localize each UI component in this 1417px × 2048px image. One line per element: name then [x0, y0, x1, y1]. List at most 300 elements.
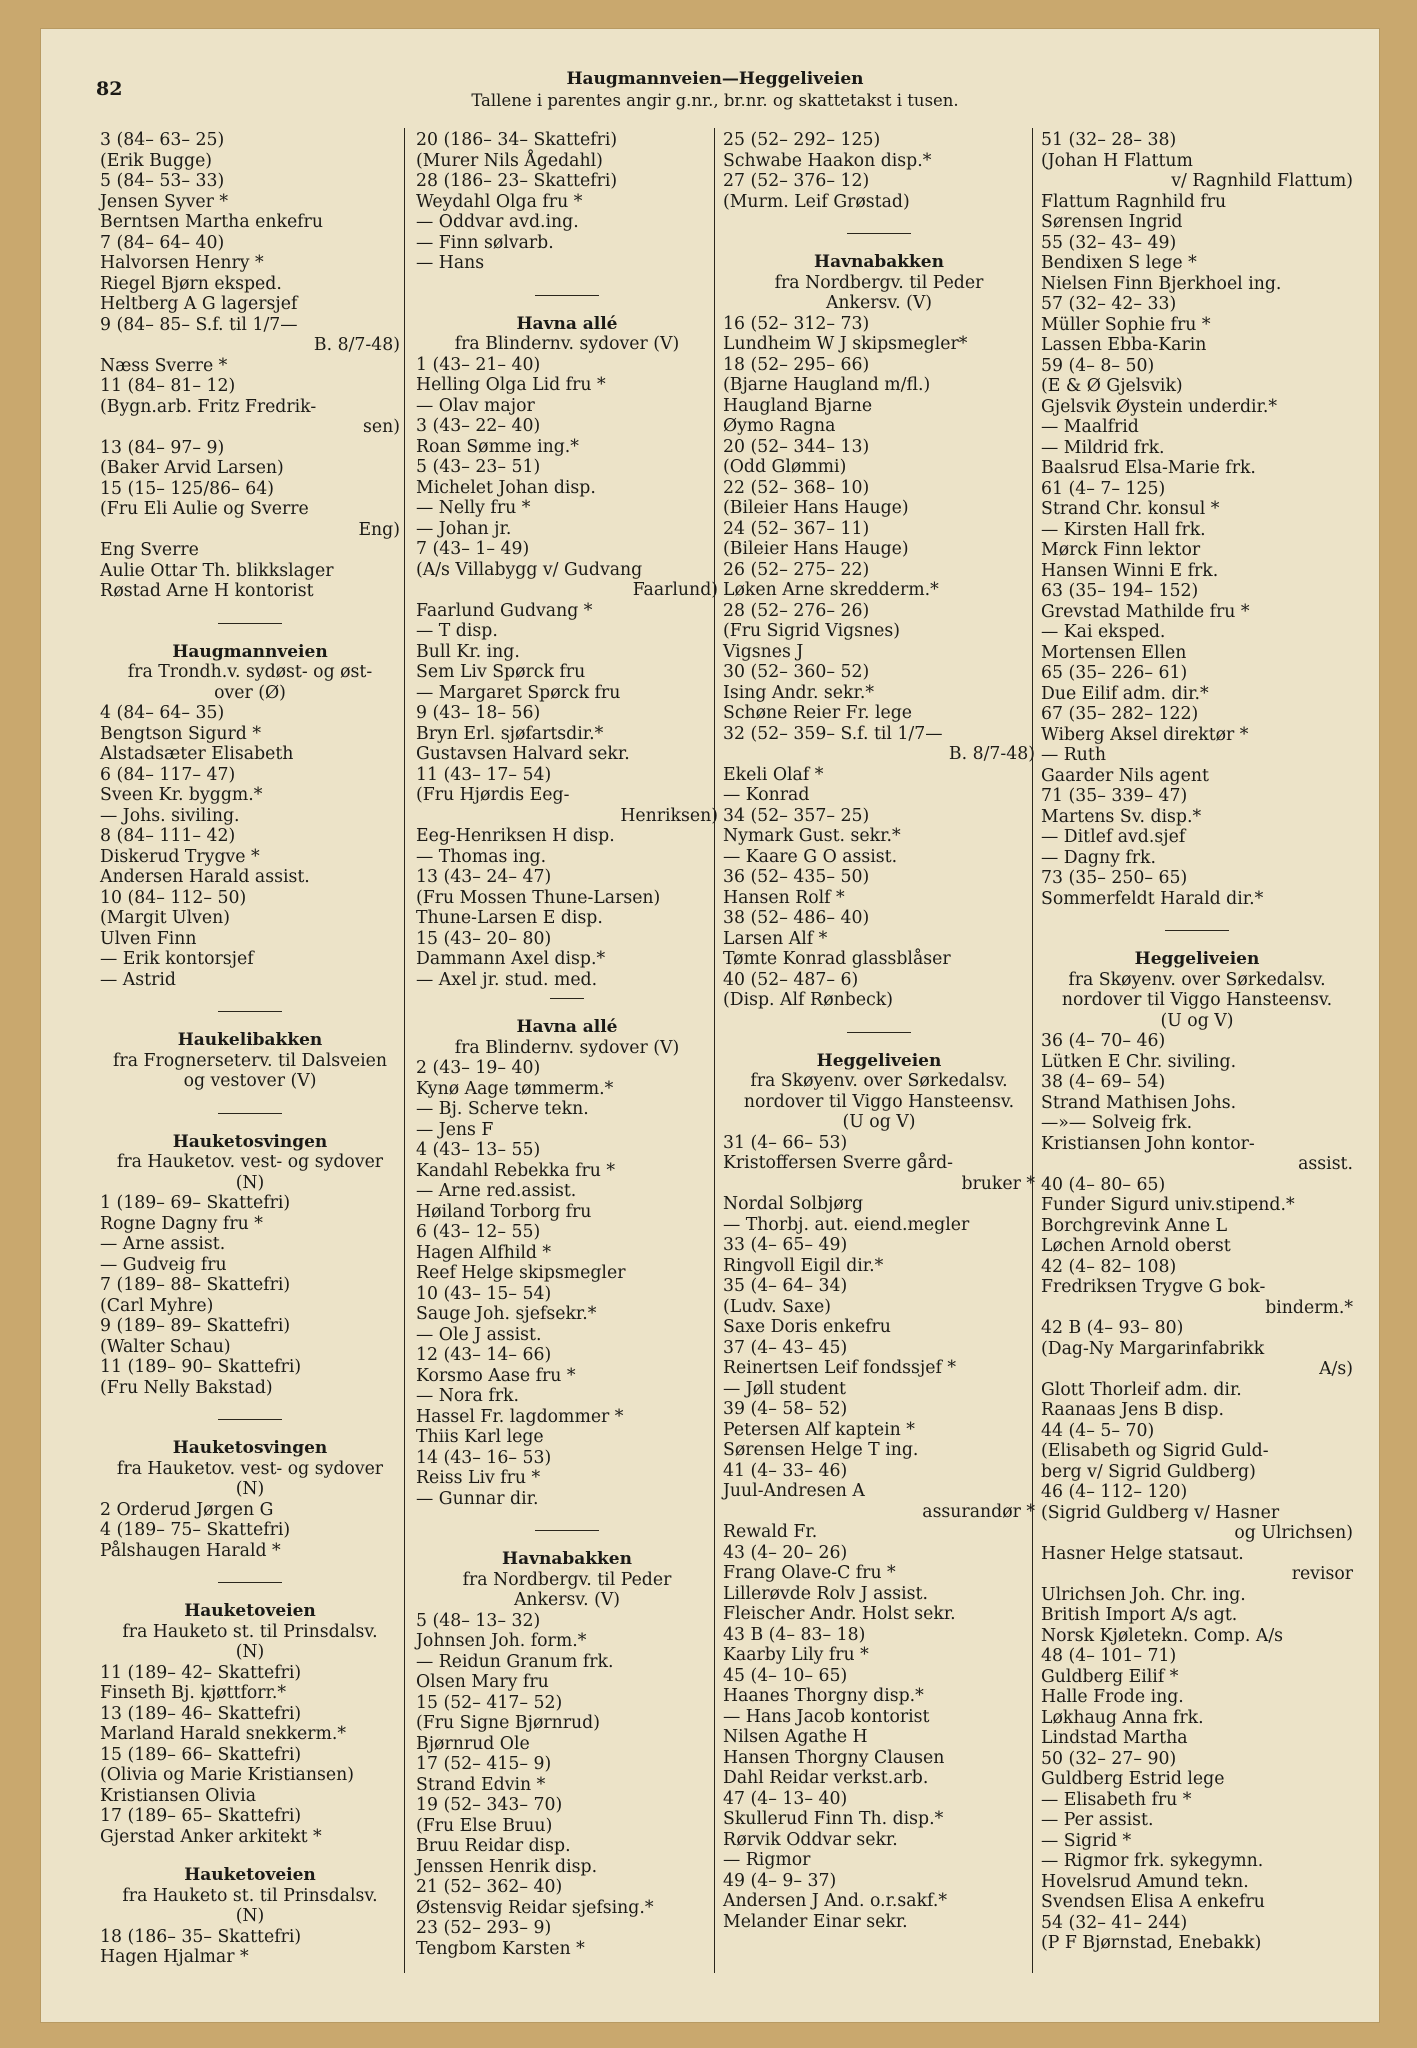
directory-line: Schøne Reier Fr. lege [723, 703, 913, 723]
header-subtitle: Tallene i parentes angir g.nr., br.nr. og skattetakst i tusen. [471, 91, 959, 110]
directory-line: Sauge Joh. sjefsekr.* [416, 1304, 597, 1324]
directory-line: — Rigmor frk. sykegymn. [1041, 1851, 1264, 1871]
directory-line: (Baker Arvid Larsen) [100, 458, 284, 478]
directory-line: Mørck Finn lektor [1041, 540, 1201, 560]
directory-line: — Arne red.assist. [416, 1181, 577, 1201]
directory-line: assist. [1298, 1154, 1353, 1174]
directory-line: v/ Ragnhild Flattum) [1171, 171, 1353, 191]
directory-line: Ulrichsen Joh. Chr. ing. [1041, 1584, 1246, 1605]
directory-line: Gaarder Nils agent [1041, 765, 1209, 786]
street-description: Ankersv. (V) [513, 1590, 621, 1610]
directory-line: 4 (84– 64– 35) [100, 703, 225, 723]
street-description: fra Frognerseterv. til Dalsveien [113, 1050, 387, 1071]
directory-line: 25 (52– 292– 125) [723, 130, 881, 150]
directory-line: 36 (52– 435– 50) [723, 867, 870, 887]
directory-line: 10 (84– 112– 50) [100, 887, 247, 908]
directory-line: Bengtson Sigurd * [100, 723, 261, 744]
directory-line: Nilsen Agathe H [723, 1727, 868, 1747]
street-heading: Hauketosvingen [172, 1131, 328, 1152]
directory-line: Lundheim W J skipsmegler* [723, 334, 968, 354]
directory-line: Olsen Mary fru [416, 1672, 549, 1692]
directory-line: Finseth Bj. kjøttforr.* [100, 1683, 287, 1703]
street-description: (U og V) [842, 1112, 916, 1132]
column-1 [100, 130, 400, 1968]
directory-line: 1 (43– 21– 40) [416, 354, 541, 375]
directory-line: — Margaret Spørck fru [416, 682, 621, 703]
directory-line: Heltberg A G lagersjef [100, 294, 298, 314]
directory-line: Kristoffersen Sverre gård- [723, 1153, 953, 1173]
street-description: fra Nordbergv. til Peder [774, 272, 984, 293]
directory-line: Kristiansen Olivia [100, 1785, 257, 1806]
directory-line: 46 (4– 112– 120) [1041, 1482, 1188, 1502]
directory-line: British Import A/s agt. [1041, 1605, 1238, 1625]
directory-line: 20 (186– 34– Skattefri) [416, 130, 618, 150]
directory-line: 28 (52– 276– 26) [723, 600, 870, 621]
directory-line: Lindstad Martha [1041, 1728, 1188, 1748]
directory-line: Thiis Karl lege [416, 1427, 544, 1447]
directory-line: 38 (4– 69– 54) [1041, 1072, 1166, 1092]
directory-line: Reef Helge skipsmegler [416, 1263, 626, 1283]
directory-line: Alstadsæter Elisabeth [100, 744, 294, 764]
column-3 [723, 130, 1035, 1932]
street-description: fra Skøyenv. over Sørkedalsv. [750, 1071, 1008, 1091]
directory-line: A/s) [1319, 1359, 1353, 1379]
directory-line: Sem Liv Spørck fru [416, 662, 586, 682]
directory-line: Eeg-Henriksen H disp. [416, 826, 615, 846]
directory-line: (Bygn.arb. Fritz Fredrik- [100, 396, 317, 417]
directory-line: 61 (4– 7– 125) [1041, 478, 1166, 499]
directory-line: Raanaas Jens B disp. [1041, 1400, 1224, 1420]
directory-line: — Elisabeth fru * [1041, 1789, 1192, 1810]
directory-line: Aulie Ottar Th. blikkslager [100, 560, 334, 581]
directory-line: 48 (4– 101– 71) [1041, 1646, 1177, 1666]
directory-line: 3 (84– 63– 25) [100, 130, 225, 150]
directory-line: 18 (52– 295– 66) [723, 354, 870, 375]
directory-line: — T disp. [416, 621, 498, 641]
directory-line: 9 (84– 85– S.f. til 1/7— [100, 314, 298, 335]
directory-line: Bendixen S lege * [1041, 253, 1197, 273]
directory-line: Næss Sverre * [100, 355, 228, 376]
directory-line: og Ulrichsen) [1234, 1523, 1353, 1543]
directory-line: (Murm. Leif Grøstad) [723, 191, 910, 212]
directory-line: 32 (52– 359– S.f. til 1/7— [723, 723, 943, 744]
directory-line: Ising Andr. sekr.* [723, 682, 874, 703]
street-description: nordover til Viggo Hansteensv. [1061, 990, 1333, 1010]
section-divider [1165, 930, 1229, 931]
directory-line: 13 (43– 24– 47) [416, 867, 552, 887]
directory-line: (Fru Sigrid Vigsnes) [723, 621, 900, 641]
directory-line: 22 (52– 368– 10) [723, 477, 870, 498]
directory-line: Løkhaug Anna frk. [1041, 1707, 1204, 1728]
directory-line: (Odd Glømmi) [723, 457, 847, 477]
directory-line: Vigsnes J [723, 641, 804, 662]
directory-line: (E & Ø Gjelsvik) [1041, 376, 1183, 396]
directory-line: Faarlund) [632, 580, 718, 600]
street-description: fra Skøyenv. over Sørkedalsv. [1068, 969, 1326, 990]
directory-line: — Maalfrid [1041, 417, 1139, 437]
directory-line: 11 (84– 81– 12) [100, 376, 236, 396]
street-heading: Havna allé [516, 313, 618, 334]
street-description: (N) [235, 1479, 265, 1499]
directory-line: Sveen Kr. byggm.* [100, 785, 263, 805]
directory-line: revisor [1291, 1564, 1353, 1584]
directory-line: Høiland Torborg fru [416, 1201, 592, 1222]
directory-line: 7 (189– 88– Skattefri) [100, 1275, 291, 1295]
directory-line: 34 (52– 357– 25) [723, 805, 870, 826]
directory-line: Sommerfeldt Harald dir.* [1041, 888, 1264, 909]
directory-line: 11 (189– 90– Skattefri) [100, 1357, 302, 1377]
street-description: (U og V) [1160, 1010, 1234, 1031]
directory-line: Dammann Axel disp.* [416, 949, 606, 969]
section-divider [847, 233, 911, 234]
directory-line: 23 (52– 293– 9) [416, 1918, 552, 1938]
directory-line: 26 (52– 275– 22) [723, 559, 870, 580]
directory-line: 1 (189– 69– Skattefri) [100, 1193, 291, 1213]
directory-line: (Dag-Ny Margarinfabrikk [1041, 1338, 1265, 1359]
directory-line: — Oddvar avd.ing. [416, 212, 579, 232]
street-description: Ankersv. (V) [825, 293, 933, 313]
directory-line: Eng) [358, 519, 400, 540]
directory-line: 2 (43– 19– 40) [416, 1058, 541, 1078]
directory-line: Korsmo Aase fru * [416, 1365, 576, 1386]
directory-line: — Nelly fru * [416, 498, 531, 518]
directory-line: —»— Solveig frk. [1041, 1113, 1193, 1133]
directory-line: 44 (4– 5– 70) [1041, 1420, 1155, 1441]
directory-line: Kaarby Lily fru * [723, 1645, 869, 1665]
directory-line: Bryn Erl. sjøfartsdir.* [416, 723, 604, 744]
directory-line: Melander Einar sekr. [723, 1911, 908, 1932]
directory-line: 13 (84– 97– 9) [100, 437, 225, 458]
directory-line: 4 (189– 75– Skattefri) [100, 1520, 291, 1540]
directory-line: Røstad Arne H kontorist [100, 581, 314, 601]
directory-line: 30 (52– 360– 52) [723, 662, 870, 682]
directory-line: — Rigmor [723, 1850, 811, 1870]
directory-line: Hassel Fr. lagdommer * [416, 1406, 624, 1427]
directory-line: Strand Mathisen Johs. [1041, 1092, 1237, 1113]
directory-line: Lassen Ebba-Karin [1041, 335, 1207, 355]
directory-line: Nymark Gust. sekr.* [723, 826, 901, 846]
section-divider [847, 1032, 911, 1033]
directory-line: 9 (43– 18– 56) [416, 703, 541, 723]
directory-line: Weydahl Olga fru * [416, 191, 583, 212]
directory-line: Tømte Konrad glassblåser [723, 949, 951, 969]
directory-line: Lütken E Chr. siviling. [1041, 1051, 1237, 1072]
column-4 [1041, 130, 1353, 1954]
directory-line: Reinertsen Leif fondssjef * [723, 1358, 957, 1378]
directory-line: 7 (84– 64– 40) [100, 232, 225, 253]
section-divider [218, 1419, 282, 1420]
street-description: og vestover (V) [183, 1071, 317, 1091]
directory-line: 11 (43– 17– 54) [416, 764, 552, 785]
directory-line: (Fru Hjørdis Eeg- [416, 785, 570, 805]
directory-line: Hasner Helge statsaut. [1041, 1543, 1244, 1564]
directory-line: Halvorsen Henry * [100, 253, 264, 273]
directory-line: — Hans [416, 253, 485, 273]
directory-line: 13 (189– 46– Skattefri) [100, 1703, 302, 1724]
street-description: (N) [235, 1906, 265, 1926]
directory-line: Guldberg Eilif * [1041, 1666, 1179, 1687]
section-divider [218, 1113, 282, 1114]
directory-line: 33 (4– 65– 49) [723, 1235, 848, 1255]
directory-line: (Bileier Hans Hauge) [723, 539, 909, 559]
directory-line: 71 (35– 339– 47) [1041, 786, 1188, 806]
directory-line: 8 (84– 111– 42) [100, 826, 236, 846]
street-description: (N) [235, 1642, 265, 1662]
directory-line: Glott Thorleif adm. dir. [1041, 1379, 1242, 1400]
directory-line: Hansen Thorgny Clausen [723, 1747, 945, 1768]
directory-line: 65 (35– 226– 61) [1041, 663, 1188, 683]
directory-line: 19 (52– 343– 70) [416, 1795, 563, 1815]
directory-line: — Ditlef avd.sjef [1041, 827, 1186, 847]
directory-line: 27 (52– 376– 12) [723, 171, 870, 191]
directory-line: (Fru Else Bruu) [416, 1815, 553, 1836]
directory-line: Skullerud Finn Th. disp.* [723, 1809, 944, 1829]
directory-line: — Kaare G O assist. [723, 846, 898, 867]
directory-line: (Elisabeth og Sigrid Guld- [1041, 1441, 1269, 1461]
directory-line: Tengbom Karsten * [416, 1938, 585, 1959]
directory-line: Johnsen Joh. form.* [416, 1631, 587, 1651]
directory-line: 67 (35– 282– 122) [1041, 704, 1199, 724]
directory-line: 28 (186– 23– Skattefri) [416, 171, 618, 191]
street-description: (N) [235, 1172, 265, 1193]
directory-line: 40 (52– 487– 6) [723, 969, 859, 990]
directory-line: Henriksen) [620, 805, 718, 826]
directory-line: — Johan jr. [416, 518, 512, 539]
directory-line: 4 (43– 13– 55) [416, 1140, 541, 1160]
directory-line: Strand Chr. konsul * [1041, 499, 1220, 519]
directory-line: (P F Bjørnstad, Enebakk) [1041, 1933, 1262, 1953]
directory-line: berg v/ Sigrid Guldberg) [1041, 1461, 1256, 1482]
directory-line: Hagen Hjalmar * [100, 1947, 249, 1967]
directory-line: 21 (52– 362– 40) [416, 1877, 563, 1897]
directory-line: Funder Sigurd univ.stipend.* [1041, 1195, 1295, 1215]
section-divider [218, 1011, 282, 1012]
directory-line: Ulven Finn [100, 928, 197, 949]
street-description: fra Hauketo st. til Prinsdalsv. [122, 1621, 378, 1642]
directory-line: — Erik kontorsjef [100, 949, 254, 969]
header-title: Haugmannveien—Heggeliveien [566, 69, 864, 89]
directory-line: (Fru Eli Aulie og Sverre [100, 499, 309, 519]
directory-line: 57 (32– 42– 33) [1041, 294, 1177, 314]
directory-line: Jensen Syver * [100, 191, 228, 212]
directory-line: 59 (4– 8– 50) [1041, 355, 1155, 376]
directory-line: Rewald Fr. [723, 1522, 818, 1542]
street-description: nordover til Viggo Hansteensv. [743, 1091, 1015, 1112]
directory-line: Haugland Bjarne [723, 395, 873, 416]
street-heading: Hauketoveien [184, 1601, 316, 1621]
directory-line: (Olivia og Marie Kristiansen) [100, 1765, 354, 1785]
directory-line: Frang Olave-C fru * [723, 1563, 896, 1583]
directory-line: — Reidun Granum frk. [416, 1651, 614, 1672]
directory-line: binderm.* [1265, 1297, 1353, 1318]
directory-line: 5 (43– 23– 51) [416, 457, 541, 477]
directory-line: Grevstad Mathilde fru * [1041, 601, 1250, 622]
directory-line: Fredriksen Trygve G bok- [1041, 1277, 1266, 1297]
directory-line: 6 (43– 12– 55) [416, 1222, 541, 1242]
directory-line: — Sigrid * [1041, 1830, 1132, 1851]
directory-line: 6 (84– 117– 47) [100, 764, 236, 785]
directory-line: 43 B (4– 83– 18) [723, 1624, 866, 1645]
directory-line: — Kirsten Hall frk. [1041, 519, 1206, 540]
directory-line: Schwabe Haakon disp.* [723, 150, 932, 171]
directory-line: Lillerøvde Rolv J assist. [723, 1583, 928, 1604]
directory-line: Marland Harald snekkerm.* [100, 1724, 346, 1744]
directory-line: Due Eilif adm. dir.* [1041, 683, 1209, 704]
directory-line: 42 B (4– 93– 80) [1041, 1318, 1184, 1338]
directory-line: 50 (32– 27– 90) [1041, 1748, 1177, 1769]
page-number: 82 [96, 78, 123, 100]
directory-line: sen) [363, 417, 400, 437]
directory-line: — Arne assist. [100, 1234, 226, 1254]
street-heading: Haugmannveien [172, 641, 328, 662]
directory-line: Juul-Andresen A [723, 1481, 865, 1501]
directory-line: (Disp. Alf Rønbeck) [723, 990, 893, 1010]
directory-line: — Nora frk. [416, 1386, 519, 1406]
street-description: fra Nordbergv. til Peder [462, 1569, 672, 1590]
directory-line: — Bj. Scherve tekn. [416, 1099, 589, 1119]
directory-line: Haanes Thorgny disp.* [723, 1686, 924, 1706]
directory-line: Kristiansen John kontor- [1041, 1133, 1255, 1154]
directory-line: Rørvik Oddvar sekr. [723, 1829, 898, 1850]
directory-line: Andersen Harald assist. [100, 867, 310, 887]
directory-line: — Finn sølvarb. [416, 232, 554, 253]
directory-line: 36 (4– 70– 46) [1041, 1031, 1166, 1051]
directory-line: 42 (4– 82– 108) [1041, 1256, 1177, 1277]
directory-line: 24 (52– 367– 11) [723, 518, 870, 539]
directory-line: 5 (48– 13– 32) [416, 1610, 541, 1631]
directory-line: B. 8/7-48) [313, 335, 400, 355]
directory-line: Bruu Reidar disp. [416, 1836, 571, 1856]
directory-line: (Margit Ulven) [100, 908, 230, 928]
directory-line: 2 Orderud Jørgen G [100, 1499, 274, 1520]
directory-line: — Kai eksped. [1041, 622, 1166, 642]
directory-line: — Axel jr. stud. med. [416, 969, 598, 990]
directory-line: (Murer Nils Ågedahl) [416, 150, 603, 171]
section-divider [535, 295, 599, 296]
directory-line: 15 (15– 125/86– 64) [100, 478, 275, 499]
directory-line: 43 (4– 20– 26) [723, 1542, 848, 1563]
directory-line: (Bjarne Haugland m/fl.) [723, 375, 931, 395]
directory-line: 31 (4– 66– 53) [723, 1132, 848, 1153]
directory-line: 7 (43– 1– 49) [416, 539, 530, 559]
directory-line: Bull Kr. ing. [416, 641, 520, 662]
directory-line: Ringvoll Eigil dir.* [723, 1255, 884, 1276]
directory-line: Saxe Doris enkefru [723, 1317, 891, 1337]
street-description: fra Hauketo st. til Prinsdalsv. [122, 1885, 378, 1906]
directory-line: 15 (43– 20– 80) [416, 928, 552, 949]
directory-line: 17 (52– 415– 9) [416, 1754, 552, 1774]
column-2 [416, 130, 718, 1959]
directory-line: (Fru Mossen Thune-Larsen) [416, 887, 661, 908]
directory-line: Wiberg Aksel direktør * [1041, 724, 1249, 745]
directory-line: Eng Sverre [100, 540, 199, 560]
directory-line: Diskerud Trygve * [100, 846, 260, 867]
directory-line: (Fru Nelly Bakstad) [100, 1377, 273, 1398]
directory-line: Ekeli Olaf * [723, 764, 824, 785]
directory-line: Hansen Rolf * [723, 887, 845, 908]
directory-line: 5 (84– 53– 33) [100, 171, 225, 191]
directory-line: Øymo Ragna [723, 416, 836, 436]
directory-line: — Johs. siviling. [100, 805, 240, 826]
directory-line: (Bileier Hans Hauge) [723, 498, 909, 518]
section-divider [535, 1530, 599, 1531]
directory-line: — Olav major [416, 395, 535, 416]
directory-line: Reiss Liv fru * [416, 1468, 541, 1488]
street-description: over (Ø) [214, 682, 286, 703]
directory-line: 15 (52– 417– 52) [416, 1692, 563, 1713]
directory-line: 45 (4– 10– 65) [723, 1665, 848, 1686]
directory-line: Nordal Solbjørg [723, 1194, 864, 1214]
directory-line: 15 (189– 66– Skattefri) [100, 1744, 302, 1765]
directory-line: — Per assist. [1041, 1810, 1154, 1830]
directory-line: Gjelsvik Øystein underdir.* [1041, 396, 1278, 417]
directory-line: Baalsrud Elsa-Marie frk. [1041, 458, 1256, 478]
directory-line: — Gunnar dir. [416, 1488, 539, 1509]
directory-line: Pålshaugen Harald * [100, 1540, 281, 1561]
directory-line: — Mildrid frk. [1041, 437, 1165, 458]
directory-line: (Walter Schau) [100, 1336, 231, 1357]
directory-line: Norsk Kjøletekn. Comp. A/s [1041, 1625, 1284, 1646]
directory-line: 37 (4– 43– 45) [723, 1337, 848, 1358]
directory-line: Strand Edvin * [416, 1774, 546, 1795]
directory-line: 38 (52– 486– 40) [723, 908, 870, 928]
directory-line: Riegel Bjørn eksped. [100, 273, 282, 294]
directory-line: 47 (4– 13– 40) [723, 1788, 848, 1809]
directory-line: — Jens F [416, 1119, 494, 1140]
directory-line: Løken Arne skredderm.* [723, 580, 939, 600]
directory-line: (Carl Myhre) [100, 1295, 214, 1316]
directory-line: 73 (35– 250– 65) [1041, 868, 1188, 888]
directory-line: Dahl Reidar verkst.arb. [723, 1768, 929, 1788]
directory-line: 9 (189– 89– Skattefri) [100, 1316, 291, 1336]
directory-line: Nielsen Finn Bjerkhoel ing. [1041, 273, 1282, 294]
directory-line: Hovelsrud Amund tekn. [1041, 1871, 1249, 1892]
directory-line: 63 (35– 194– 152) [1041, 581, 1199, 601]
directory-line: Løchen Arnold oberst [1041, 1236, 1231, 1256]
street-heading: Havnabakken [502, 1549, 632, 1569]
directory-line: 17 (189– 65– Skattefri) [100, 1806, 302, 1826]
directory-line: 39 (4– 58– 52) [723, 1399, 848, 1419]
directory-line: Hagen Alfhild * [416, 1242, 552, 1263]
column-divider-1 [404, 128, 405, 1973]
directory-line: (Erik Bugge) [100, 150, 213, 171]
directory-line: 14 (43– 16– 53) [416, 1447, 552, 1468]
directory-line: Müller Sophie fru * [1041, 314, 1211, 335]
directory-line: Borchgrevink Anne L [1041, 1215, 1228, 1236]
directory-line: — Jøll student [723, 1378, 846, 1399]
directory-line: 20 (52– 344– 13) [723, 436, 870, 457]
street-description: fra Hauketov. vest- og sydover [116, 1458, 384, 1479]
directory-line: 18 (186– 35– Skattefri) [100, 1926, 302, 1947]
directory-line: Thune-Larsen E disp. [416, 908, 603, 928]
directory-line: 41 (4– 33– 46) [723, 1460, 848, 1481]
directory-line: — Astrid [100, 969, 176, 990]
directory-line: — Thorbj. aut. eiend.megler [723, 1214, 970, 1235]
street-heading: Havnabakken [814, 252, 944, 272]
directory-line: Rogne Dagny fru * [100, 1213, 263, 1234]
directory-line: 54 (32– 41– 244) [1041, 1912, 1188, 1933]
directory-line: 51 (32– 28– 38) [1041, 130, 1177, 150]
directory-line: (Sigrid Guldberg v/ Hasner [1041, 1502, 1280, 1523]
directory-line: Faarlund Gudvang * [416, 600, 593, 621]
directory-line: Berntsen Martha enkefru [100, 212, 323, 232]
street-heading: Havna allé [516, 1017, 618, 1037]
directory-line: Roan Sømme ing.* [416, 436, 579, 457]
street-heading: Heggeliveien [1134, 949, 1260, 969]
directory-line: — Dagny frk. [1041, 847, 1157, 868]
directory-line: 40 (4– 80– 65) [1041, 1174, 1166, 1195]
directory-line: — Ole J assist. [416, 1324, 542, 1345]
